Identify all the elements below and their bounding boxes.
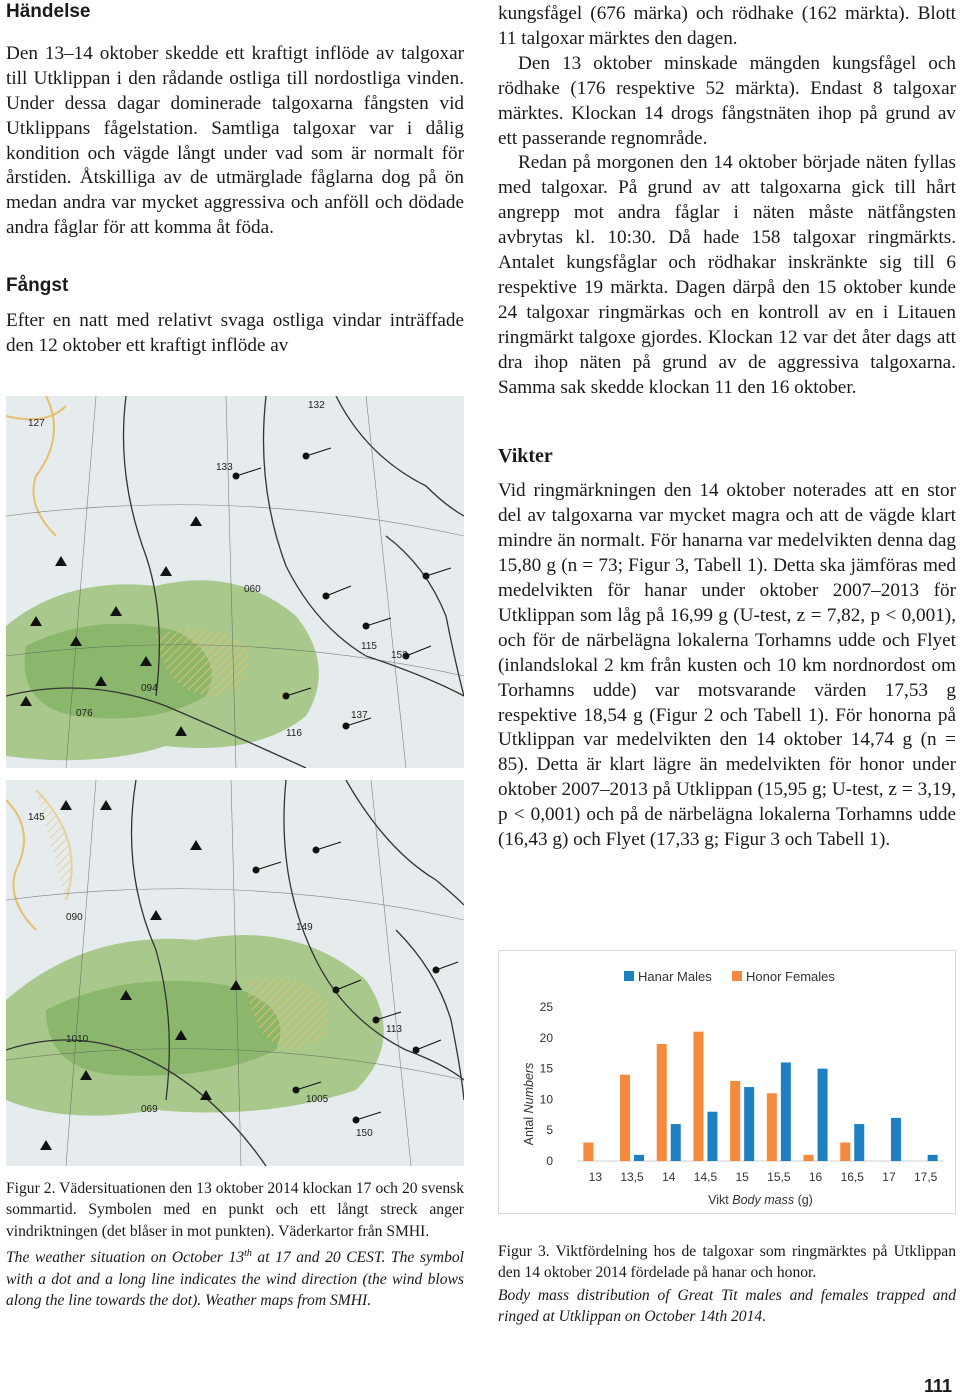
x-tick-label: 15	[735, 1170, 749, 1184]
map1-label-10: 116	[286, 728, 302, 739]
map2-label-7: 150	[356, 1128, 373, 1139]
figure2-caption	[6, 1178, 464, 1312]
legend-swatch-male	[624, 971, 634, 981]
page-number: 111	[923, 1376, 952, 1396]
map1-label-6: 060	[244, 584, 261, 595]
x-tick-label: 17	[882, 1170, 896, 1184]
map1-label-9: 137	[351, 710, 368, 721]
map1-label-3: 132	[308, 400, 325, 411]
map2-label-2: 1010	[66, 1034, 89, 1045]
paragraph-vikter: Vid ringmärkningen den 14 oktober noterades att en stor del av talgoxarna var mycket magra och att de vägde klart mindre än normalt. För hanarna var medelvikten denna dag 15,80 g (n = 73; Figur 3, Tabell 1). Detta ska jämföras med medelvikten för hanar under oktober 2007–2013 för Utklippan som låg på 16,99 g (U-test, z = 7,82, p < 0,001), och för de närbelägna lokalerna Torhamns udde och Flyet (inlandslokal 2 km från kusten och 10 km nordnordost om Torhamns udde) var motsvarande värden 17,53 g respektive 18,54 g (Figur 2 och Tabell 1). För honorna på Utklippan var medelvikten den 14 oktober 14,74 g (n = 85). Detta är klart lägre än medelvikten för honor under oktober 2007–2013 på Utklippan (15,95 g; U-test, z = 3,19, p < 0,001) och på de närbelägna lokalerna Torhamns udde (16,43 g) och Flyet (17,33 g; Figur 3 och Tabell 1).	[498, 480, 956, 851]
map1-label-8: 115	[361, 641, 377, 652]
left-column	[6, 0, 464, 359]
bar-male	[818, 1069, 828, 1161]
y-tick-label: 0	[546, 1154, 553, 1168]
legend-label-male: Hanar Males	[638, 969, 712, 984]
weather-map-20-graphic	[6, 780, 464, 1166]
bar-female	[657, 1044, 667, 1161]
bar-male	[891, 1118, 901, 1161]
bar-male	[707, 1112, 717, 1161]
weather-map-17	[6, 396, 464, 768]
map1-label-4: 094	[141, 683, 158, 694]
x-tick-label: 16,5	[840, 1170, 864, 1184]
x-tick-label: 14,5	[693, 1170, 718, 1184]
bar-male	[671, 1124, 681, 1161]
legend-label-female: Honor Females	[746, 969, 835, 984]
figure2-caption-en-a: The weather situation on October 13	[6, 1249, 245, 1267]
bar-female	[767, 1093, 777, 1161]
paragraph-handelse: Den 13–14 oktober skedde ett kraftigt inflöde av talgoxar till Utklippan i den rådande ostliga till nordostliga vinden. Under dessa dagar dominerade talgoxarna fångsten vid Utklippans fågelstation. Samtliga talgoxar var i dålig kondition och vägde långt under vad som är normalt för årstiden. Åtskilliga av de utmärglade fåglarna dog på ön medan andra var mycket aggressiva och anföll och dödade andra fåglar för att komma åt föda.	[6, 42, 464, 239]
bar-female	[693, 1032, 703, 1161]
right-column	[498, 2, 956, 853]
map1-label-5: 076	[76, 708, 93, 719]
bar-female	[620, 1075, 630, 1161]
figure3-caption	[498, 1241, 956, 1328]
legend-swatch-female	[732, 971, 742, 981]
map2-label-3: 069	[141, 1104, 158, 1115]
paragraph-14-oktober: Redan på morgonen den 14 oktober började näten fyllas med talgoxar. På grund av att talgoxarna gick till hårt angrepp mot andra fåglar i näten måste nätfångsten avbrytas kl. 10:30. Då hade 158 talgoxar ringmärkts. Antalet kungsfåglar och rödhakar inskränkte sig till 6 respektive 19 märkta. Dagen därpå den 15 oktober kunde 24 talgoxar ringmärkas och en kontroll av en i Litauen ringmärkt talgoxe gjordes. Klockan 12 var det åter dags att dra ihop näten på grund av de aggressiva talgoxarna. Samma sak skedde klockan 11 den 16 oktober.	[498, 152, 956, 398]
figure3-caption-en: Body mass distribution of Great Tit males and females trapped and ringed at Utklippan on October 14th 2014.	[498, 1286, 956, 1326]
paragraph-13-oktober: Den 13 oktober minskade mängden kungsfågel och rödhake (176 respektive 52 märkta). Endast 8 talgoxar märktes. Klockan 14 drogs fångstnäten ihop på grund av ett passerande regnområde.	[498, 52, 956, 149]
x-tick-label: 14	[662, 1170, 676, 1184]
y-tick-label: 10	[539, 1092, 553, 1107]
figure3-caption-sv: Figur 3. Viktfördelning hos de talgoxar som ringmärktes på Utklippan den 14 oktober 2014 fördelade på hanar och honor.	[498, 1243, 956, 1282]
weather-map-20	[6, 780, 464, 1166]
map2-label-6: 090	[66, 912, 83, 923]
map1-label-2: 133	[216, 462, 233, 473]
x-tick-label: 16	[808, 1170, 823, 1184]
y-tick-label: 15	[539, 1061, 553, 1076]
bar-male	[744, 1087, 754, 1161]
map2-label-4: 113	[386, 1024, 402, 1035]
heading-handelse: Händelse	[6, 1, 91, 22]
bar-female	[840, 1143, 850, 1161]
map1-label-7: 152	[391, 650, 408, 661]
map2-label-8: 1005	[306, 1094, 329, 1105]
map2-label-1: 145	[28, 812, 45, 823]
figure2-caption-en-sup: th	[244, 1248, 252, 1260]
bar-female	[804, 1155, 814, 1161]
bar-male	[854, 1124, 864, 1161]
bar-female	[730, 1081, 740, 1161]
bar-female	[583, 1143, 593, 1161]
paragraph-fangst-start: Efter en natt med relativt svaga ostliga vindar inträffade den 12 oktober ett kraftigt inflöde av	[6, 310, 464, 356]
heading-fangst: Fångst	[6, 275, 69, 297]
bar-male	[634, 1155, 644, 1161]
heading-vikter: Vikter	[498, 444, 553, 467]
figure2-caption-en	[6, 1243, 464, 1311]
x-tick-label: 15,5	[767, 1170, 791, 1184]
y-tick-label: 25	[539, 1000, 553, 1014]
x-tick-label: 17,5	[913, 1170, 938, 1184]
figure3-chart-svg	[499, 951, 955, 1213]
bar-male	[928, 1155, 938, 1161]
figure3-chart	[498, 950, 956, 1214]
map2-label-5: 149	[296, 922, 313, 933]
y-axis-label: Antal Numbers	[522, 1062, 536, 1146]
y-tick-label: 5	[546, 1123, 553, 1138]
x-axis-label: Vikt Body mass (g)	[708, 1193, 813, 1207]
x-tick-label: 13,5	[620, 1170, 644, 1184]
x-tick-label: 13	[588, 1170, 603, 1184]
paragraph-fangst-cont: kungsfågel (676 märka) och rödhake (162 märkta). Blott 11 talgoxar märktes den dagen.	[498, 3, 956, 49]
bar-male	[781, 1062, 791, 1161]
figure2-caption-sv: Figur 2. Vädersituationen den 13 oktober 2014 klockan 17 och 20 svensk sommartid. Symbolen med en punkt och ett långt streck anger vindriktningen (det blåser in mot punkten). Väderkartor från SMHI.	[6, 1180, 464, 1240]
figure2-caption-en-b: at 17 and 20 CEST. The symbol with a dot and a long line indicates the wind direction (the wind blows along the line towards the dot). Weather maps from SMHI.	[6, 1249, 464, 1310]
map1-label-1: 127	[28, 418, 45, 429]
y-tick-label: 20	[539, 1030, 553, 1045]
weather-map-17-graphic	[6, 396, 464, 768]
